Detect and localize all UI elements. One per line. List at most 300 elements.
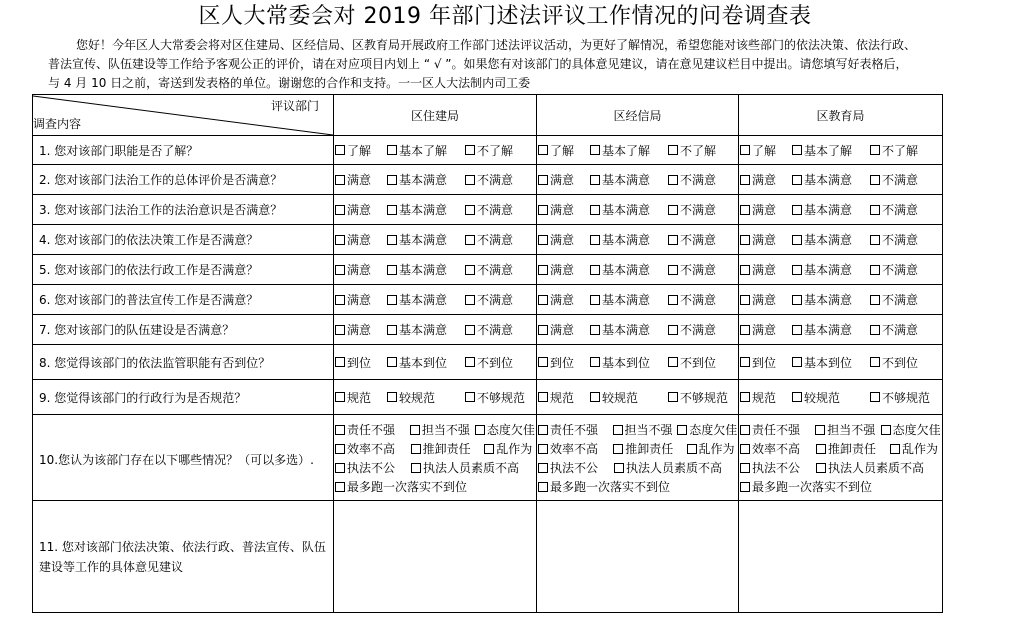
option-group [334,142,536,159]
checkbox-icon[interactable] [335,425,345,435]
checkbox-option[interactable] [538,440,613,457]
checkbox-option[interactable] [387,389,465,406]
checkbox-icon[interactable] [335,235,345,245]
checkbox-icon[interactable] [538,392,548,402]
checkbox-icon[interactable] [538,325,548,335]
option-label: 了解 [752,143,777,158]
checkbox-option[interactable] [590,389,668,406]
checkbox-option[interactable] [792,291,870,308]
option-group [739,231,942,248]
checkbox-option[interactable] [590,231,668,248]
checkbox-option[interactable] [590,201,668,218]
checkbox-option[interactable] [387,142,465,159]
checkbox-icon[interactable] [792,265,802,275]
checkbox-option[interactable] [677,421,738,438]
option-label: 基本了解 [399,143,448,158]
checkbox-option[interactable] [590,321,668,338]
checkbox-icon[interactable] [740,175,750,185]
checkbox-icon[interactable] [465,205,475,215]
checkbox-option[interactable] [740,354,792,371]
question-row [33,315,943,345]
checkbox-option[interactable] [387,201,465,218]
checkbox-icon[interactable] [335,265,345,275]
checkbox-icon[interactable] [740,145,750,155]
option-label: 满意 [550,263,575,277]
checkbox-option[interactable] [387,321,465,338]
option-label: 最多跑一次落实不到位 [550,480,671,494]
checkbox-icon[interactable] [740,265,750,275]
answer-cell-jiaoyu [739,285,943,315]
checkbox-icon[interactable] [335,357,345,367]
option-label: 不了解 [477,143,514,158]
checkbox-icon[interactable] [538,235,548,245]
answer-cell-zhujian [334,380,537,415]
option-label: 责任不强 [752,423,801,437]
checkbox-option[interactable] [815,421,880,438]
checkbox-option[interactable] [792,354,870,371]
checkbox-icon[interactable] [335,295,345,305]
checkbox-icon[interactable] [335,205,345,215]
checkbox-icon[interactable] [613,444,623,454]
multi-option-row [740,477,942,496]
checkbox-icon[interactable] [387,295,397,305]
checkbox-icon[interactable] [792,295,802,305]
checkbox-option[interactable] [387,231,465,248]
suggestion-input-jingxin[interactable] [537,501,739,613]
multi-option-row [538,458,738,477]
checkbox-icon[interactable] [614,463,624,473]
checkbox-option[interactable] [792,142,870,159]
option-label: 责任不强 [550,423,599,437]
answer-cell-zhujian [334,345,537,380]
option-label: 了解 [347,143,372,158]
checkbox-icon[interactable] [475,425,485,435]
checkbox-icon[interactable] [387,205,397,215]
checkbox-icon[interactable] [590,392,600,402]
checkbox-icon[interactable] [538,295,548,305]
checkbox-option[interactable] [335,440,411,457]
answer-cell-jingxin [537,225,739,255]
checkbox-icon[interactable] [387,392,397,402]
checkbox-icon[interactable] [740,463,750,473]
option-label: 规范 [752,390,777,405]
checkbox-option[interactable] [816,459,936,476]
question-text: 8. 您觉得该部门的依法监管职能有否到位？ [33,345,334,380]
checkbox-icon[interactable] [668,205,678,215]
option-label: 不满意 [477,263,514,277]
checkbox-option[interactable] [465,142,535,159]
checkbox-icon[interactable] [538,463,548,473]
checkbox-icon[interactable] [792,392,802,402]
checkbox-icon[interactable] [335,463,345,473]
answer-cell-zhujian [334,255,537,285]
checkbox-icon[interactable] [816,444,826,454]
dept-header-zhujian: 区住建局 [334,95,537,136]
checkbox-icon[interactable] [870,325,880,335]
checkbox-icon[interactable] [740,392,750,402]
checkbox-icon[interactable] [387,325,397,335]
checkbox-option[interactable] [335,321,387,338]
checkbox-option[interactable] [387,261,465,278]
checkbox-icon[interactable] [590,175,600,185]
checkbox-icon[interactable] [387,175,397,185]
checkbox-icon[interactable] [411,463,421,473]
checkbox-option[interactable] [816,440,890,457]
checkbox-option[interactable] [538,389,590,406]
checkbox-option[interactable] [335,231,387,248]
checkbox-option[interactable] [465,261,535,278]
checkbox-icon[interactable] [870,235,880,245]
checkbox-icon[interactable] [740,425,750,435]
checkbox-icon[interactable] [870,145,880,155]
option-label: 基本满意 [399,293,448,307]
checkbox-icon[interactable] [538,482,548,492]
checkbox-option[interactable] [538,201,590,218]
checkbox-option[interactable] [870,261,940,278]
checkbox-option[interactable] [668,321,738,338]
checkbox-icon[interactable] [668,175,678,185]
checkbox-option[interactable] [411,459,531,476]
checkbox-icon[interactable] [792,205,802,215]
checkbox-option[interactable] [668,171,738,188]
checkbox-option[interactable] [614,459,734,476]
answer-cell-jiaoyu [739,380,943,415]
checkbox-option[interactable] [740,201,792,218]
checkbox-icon[interactable] [668,265,678,275]
checkbox-option[interactable] [590,171,668,188]
option-label: 不满意 [882,233,919,247]
option-label: 不满意 [680,323,717,337]
checkbox-icon[interactable] [387,265,397,275]
checkbox-option[interactable] [484,440,536,457]
question-row [33,165,943,195]
checkbox-option[interactable] [590,261,668,278]
checkbox-icon[interactable] [740,444,750,454]
checkbox-option[interactable] [465,201,535,218]
checkbox-option[interactable] [590,142,668,159]
checkbox-icon[interactable] [387,145,397,155]
question-row [33,380,943,415]
suggestion-input-zhujian[interactable] [334,501,537,613]
multi-option-row [538,439,738,458]
checkbox-option[interactable] [335,478,535,495]
checkbox-option[interactable] [740,389,792,406]
checkbox-icon[interactable] [387,235,397,245]
option-label: 到位 [550,355,575,370]
checkbox-icon[interactable] [538,145,548,155]
checkbox-option[interactable] [335,421,410,438]
answer-cell-jiaoyu [739,195,943,225]
checkbox-option[interactable] [538,478,738,495]
question-text: 9. 您觉得该部门的行政行为是否规范？ [33,380,334,415]
checkbox-icon[interactable] [870,295,880,305]
checkbox-option[interactable] [792,321,870,338]
checkbox-option[interactable] [613,421,678,438]
checkbox-icon[interactable] [870,205,880,215]
option-label: 效率不高 [347,442,396,456]
checkbox-icon[interactable] [687,444,697,454]
option-label: 不满意 [882,293,919,307]
checkbox-icon[interactable] [538,175,548,185]
checkbox-option[interactable] [387,354,465,371]
checkbox-icon[interactable] [677,425,687,435]
checkbox-option[interactable] [870,291,940,308]
checkbox-option[interactable] [465,354,535,371]
checkbox-option[interactable] [411,440,485,457]
checkbox-option[interactable] [668,389,738,406]
checkbox-icon[interactable] [668,295,678,305]
answer-cell-jingxin [537,195,739,225]
checkbox-option[interactable] [792,261,870,278]
answer-cell-zhujian [334,285,537,315]
checkbox-option[interactable] [792,231,870,248]
option-label: 推卸责任 [625,442,674,456]
option-label: 执法人员素质不高 [828,461,925,475]
option-label: 不满意 [882,323,919,337]
checkbox-option[interactable] [465,291,535,308]
checkbox-icon[interactable] [668,145,678,155]
checkbox-option[interactable] [668,354,738,371]
checkbox-option[interactable] [668,261,738,278]
checkbox-option[interactable] [335,171,387,188]
checkbox-option[interactable] [335,459,411,476]
checkbox-icon[interactable] [590,145,600,155]
checkbox-option[interactable] [538,142,590,159]
checkbox-icon[interactable] [870,175,880,185]
checkbox-icon[interactable] [792,145,802,155]
checkbox-icon[interactable] [740,295,750,305]
checkbox-icon[interactable] [815,425,825,435]
option-label: 规范 [347,390,372,405]
checkbox-option[interactable] [870,142,940,159]
checkbox-icon[interactable] [538,357,548,367]
checkbox-icon[interactable] [590,295,600,305]
checkbox-icon[interactable] [668,235,678,245]
checkbox-option[interactable] [538,354,590,371]
checkbox-icon[interactable] [870,265,880,275]
checkbox-icon[interactable] [538,265,548,275]
checkbox-option[interactable] [335,291,387,308]
checkbox-option[interactable] [870,231,940,248]
checkbox-option[interactable] [668,291,738,308]
checkbox-icon[interactable] [792,175,802,185]
checkbox-icon[interactable] [792,357,802,367]
question-text: 11. 您对该部门依法决策、依法行政、普法宣传、队伍建设等工作的具体意见建议 [33,501,334,613]
checkbox-icon[interactable] [335,444,345,454]
checkbox-option[interactable] [792,201,870,218]
checkbox-icon[interactable] [668,392,678,402]
option-group [739,291,942,308]
option-group [334,321,536,338]
checkbox-icon[interactable] [590,357,600,367]
option-group [537,261,738,278]
checkbox-option[interactable] [538,231,590,248]
option-label: 规范 [550,390,575,405]
checkbox-icon[interactable] [740,482,750,492]
checkbox-icon[interactable] [387,357,397,367]
checkbox-option[interactable] [335,201,387,218]
checkbox-option[interactable] [475,421,536,438]
option-label: 不满意 [680,233,717,247]
option-label: 基本满意 [602,233,651,247]
option-group [739,354,942,371]
checkbox-option[interactable] [740,171,792,188]
dept-header-jingxin: 区经信局 [537,95,739,136]
option-label: 基本到位 [399,355,448,370]
intro-line-2: 普法宣传、队伍建设等工作给予客观公正的评价，请在对应项目内划上 “ √ ”。如果您有对该部门的具体意见建议，请在意见建议栏目中提出。请您填写好表格后， [48,57,908,71]
checkbox-icon[interactable] [792,325,802,335]
checkbox-option[interactable] [740,459,816,476]
checkbox-icon[interactable] [335,175,345,185]
checkbox-option[interactable] [335,261,387,278]
checkbox-option[interactable] [792,389,870,406]
checkbox-option[interactable] [668,142,738,159]
answer-cell-jingxin [537,136,739,165]
checkbox-option[interactable] [870,201,940,218]
checkbox-icon[interactable] [465,357,475,367]
option-label: 基本满意 [804,173,853,187]
option-group [334,261,536,278]
checkbox-icon[interactable] [668,325,678,335]
checkbox-icon[interactable] [613,425,623,435]
checkbox-icon[interactable] [335,392,345,402]
option-label: 基本满意 [602,323,651,337]
checkbox-icon[interactable] [465,392,475,402]
checkbox-option[interactable] [538,261,590,278]
multi-option-row [740,420,942,439]
checkbox-option[interactable] [538,459,614,476]
checkbox-icon[interactable] [465,145,475,155]
checkbox-option[interactable] [335,354,387,371]
checkbox-option[interactable] [740,321,792,338]
checkbox-icon[interactable] [890,444,900,454]
checkbox-option[interactable] [740,231,792,248]
checkbox-icon[interactable] [465,235,475,245]
option-label: 较规范 [804,390,841,405]
checkbox-icon[interactable] [740,205,750,215]
suggestion-input-jiaoyu[interactable] [739,501,943,613]
checkbox-option[interactable] [335,389,387,406]
checkbox-option[interactable] [465,389,535,406]
checkbox-option[interactable] [590,354,668,371]
option-group [537,231,738,248]
checkbox-icon[interactable] [870,392,880,402]
checkbox-option[interactable] [870,354,940,371]
checkbox-option[interactable] [538,291,590,308]
answer-cell-jingxin [537,255,739,285]
checkbox-icon[interactable] [668,357,678,367]
checkbox-option[interactable] [668,231,738,248]
checkbox-icon[interactable] [740,235,750,245]
option-label: 基本满意 [602,173,651,187]
checkbox-icon[interactable] [792,235,802,245]
checkbox-icon[interactable] [740,357,750,367]
checkbox-icon[interactable] [590,235,600,245]
checkbox-option[interactable] [613,440,686,457]
checkbox-icon[interactable] [590,325,600,335]
question-row [33,195,943,225]
checkbox-option[interactable] [465,231,535,248]
checkbox-option[interactable] [740,261,792,278]
checkbox-option[interactable] [881,421,942,438]
option-label: 基本满意 [602,263,651,277]
answer-cell-zhujian [334,195,537,225]
option-group [334,291,536,308]
checkbox-option[interactable] [538,321,590,338]
option-label: 满意 [347,323,372,337]
option-group [739,321,942,338]
option-label: 到位 [752,355,777,370]
checkbox-option[interactable] [740,440,816,457]
option-label: 满意 [550,323,575,337]
checkbox-icon[interactable] [335,145,345,155]
option-label: 满意 [347,293,372,307]
checkbox-option[interactable] [538,171,590,188]
checkbox-option[interactable] [687,440,738,457]
checkbox-option[interactable] [890,440,942,457]
checkbox-option[interactable] [740,421,815,438]
checkbox-icon[interactable] [881,425,891,435]
checkbox-icon[interactable] [484,444,494,454]
option-label: 不满意 [680,263,717,277]
diagonal-header-cell [33,95,334,136]
option-label: 责任不强 [347,423,396,437]
checkbox-icon[interactable] [590,205,600,215]
checkbox-option[interactable] [590,291,668,308]
checkbox-icon[interactable] [465,265,475,275]
intro-paragraph [50,36,1000,93]
checkbox-option[interactable] [870,171,940,188]
checkbox-icon[interactable] [335,482,345,492]
checkbox-icon[interactable] [740,325,750,335]
option-label: 不到位 [680,355,717,370]
checkbox-option[interactable] [387,291,465,308]
checkbox-option[interactable] [465,321,535,338]
checkbox-icon[interactable] [335,325,345,335]
checkbox-option[interactable] [538,421,613,438]
checkbox-icon[interactable] [538,444,548,454]
checkbox-option[interactable] [387,171,465,188]
checkbox-option[interactable] [740,291,792,308]
checkbox-icon[interactable] [590,265,600,275]
checkbox-option[interactable] [465,171,535,188]
option-label: 满意 [347,203,372,217]
checkbox-icon[interactable] [465,325,475,335]
checkbox-icon[interactable] [538,205,548,215]
question-text: 5. 您对该部门的依法行政工作是否满意？ [33,255,334,285]
checkbox-option[interactable] [870,321,940,338]
checkbox-icon[interactable] [465,295,475,305]
checkbox-option[interactable] [668,201,738,218]
option-label: 最多跑一次落实不到位 [347,480,468,494]
checkbox-icon[interactable] [465,175,475,185]
checkbox-option[interactable] [740,478,940,495]
option-label: 满意 [347,173,372,187]
checkbox-icon[interactable] [410,425,420,435]
checkbox-option[interactable] [410,421,475,438]
checkbox-icon[interactable] [538,425,548,435]
checkbox-option[interactable] [870,389,940,406]
checkbox-icon[interactable] [411,444,421,454]
checkbox-option[interactable] [335,142,387,159]
answer-cell-jiaoyu [739,345,943,380]
option-group [334,354,536,371]
option-group [537,142,738,159]
checkbox-option[interactable] [740,142,792,159]
checkbox-icon[interactable] [816,463,826,473]
checkbox-icon[interactable] [870,357,880,367]
checkbox-option[interactable] [792,171,870,188]
